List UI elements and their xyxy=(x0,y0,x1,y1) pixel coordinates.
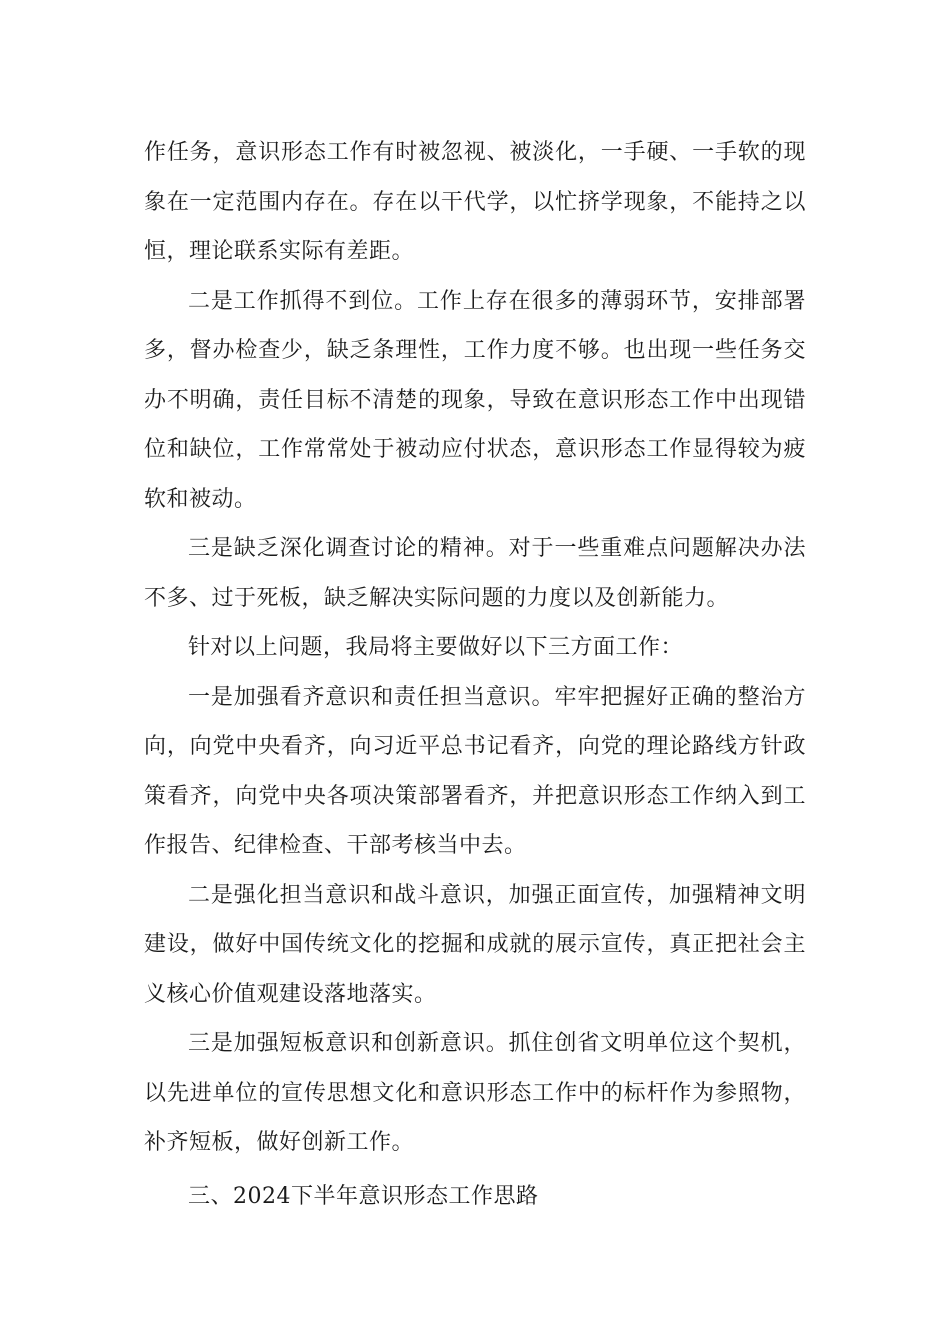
paragraph-measure-three: 三是加强短板意识和创新意识。抓住创省文明单位这个契机，以先进单位的宣传思想文化和意识形态工作中的标杆作为参照物，补齐短板，做好创新工作。 xyxy=(144,1031,806,1155)
document-body xyxy=(144,128,806,1221)
paragraph-problem-two: 二是工作抓得不到位。工作上存在很多的薄弱环节，安排部署多，督办检查少，缺乏条理性，工作力度不够。也出现一些任务交办不明确，责任目标不清楚的现象，导致在意识形态工作中出现错位和缺位，工作常常处于被动应付状态，意识形态工作显得较为疲软和被动。 xyxy=(144,288,806,512)
paragraph-measures-intro: 针对以上问题，我局将主要做好以下三方面工作： xyxy=(188,635,684,660)
paragraph-continuation: 作任务，意识形态工作有时被忽视、被淡化，一手硬、一手软的现象在一定范围内存在。存在以干代学，以忙挤学现象，不能持之以恒，理论联系实际有差距。 xyxy=(144,140,806,264)
section-heading: 三、2024下半年意识形态工作思路 xyxy=(188,1183,539,1209)
paragraph-measure-two: 二是强化担当意识和战斗意识，加强正面宣传，加强精神文明建设，做好中国传统文化的挖掘和成就的展示宣传，真正把社会主义核心价值观建设落地落实。 xyxy=(144,882,806,1007)
paragraph-measure-one: 一是加强看齐意识和责任担当意识。牢牢把握好正确的整治方向，向党中央看齐，向习近平总书记看齐，向党的理论路线方针政策看齐，向党中央各项决策部署看齐，并把意识形态工作纳入到工作报告、纪律检查、干部考核当中去。 xyxy=(144,684,806,858)
paragraph-problem-three: 三是缺乏深化调查讨论的精神。对于一些重难点问题解决办法不多、过于死板，缺乏解决实际问题的力度以及创新能力。 xyxy=(144,536,806,611)
